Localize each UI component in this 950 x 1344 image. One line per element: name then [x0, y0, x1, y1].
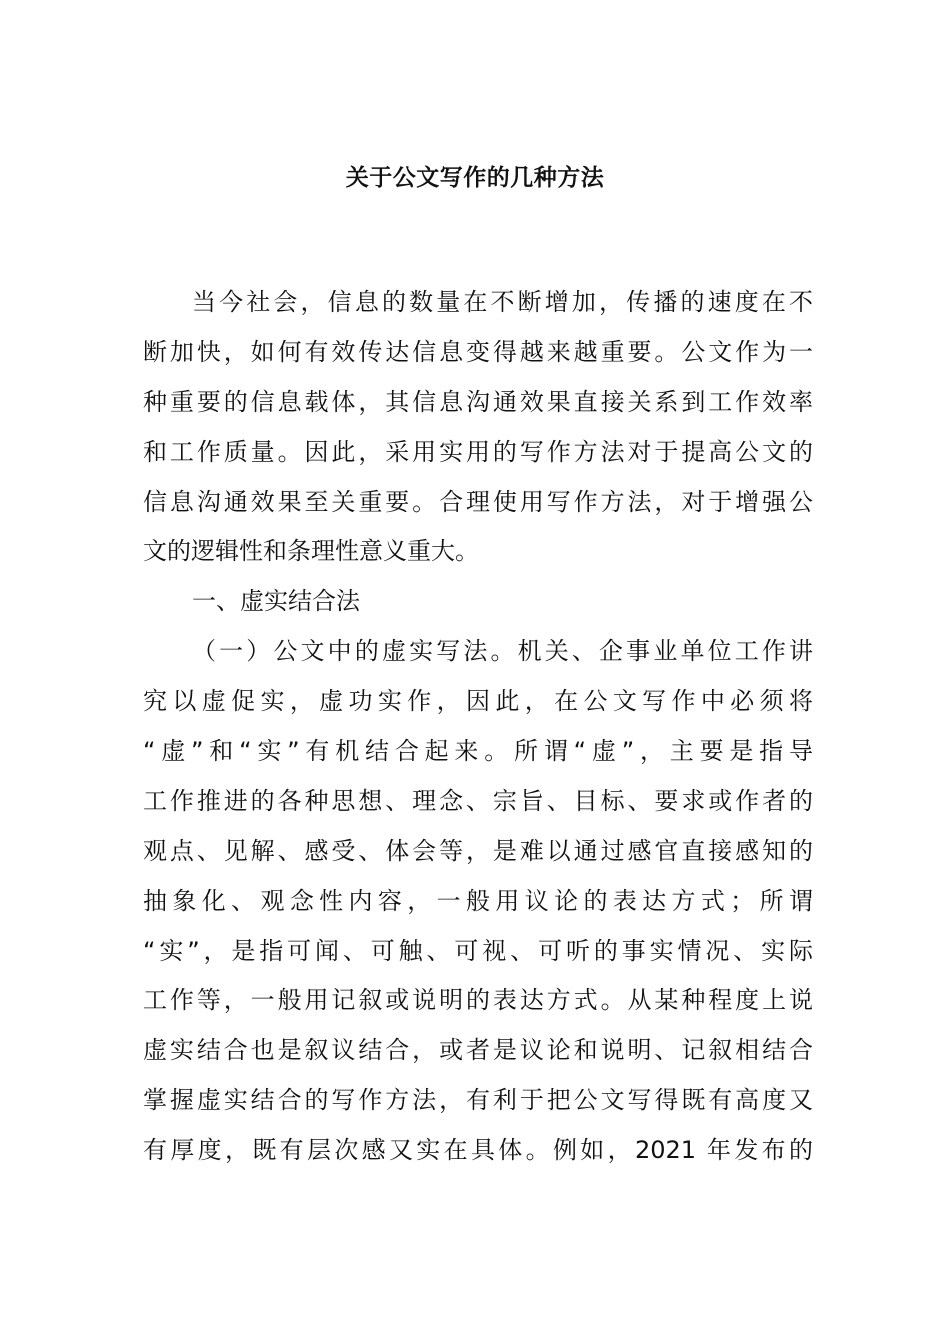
paragraph-line: 虚实结合也是叙议结合，或者是议论和说明、记叙相结合 [143, 1036, 813, 1065]
paragraph-line: （一）公文中的虚实写法。机关、企事业单位工作讲 [192, 637, 813, 666]
document-title: 关于公文写作的几种方法 [345, 165, 605, 191]
paragraph-line: 掌握虚实结合的写作方法，有利于把公文写得既有高度又 [143, 1086, 813, 1115]
paragraph-line: “实”，是指可闻、可触、可视、可听的事实情况、实际 [143, 936, 813, 965]
paragraph-line: 信息沟通效果至关重要。合理使用写作方法，对于增强公 [143, 487, 813, 516]
paragraph-line: 观点、见解、感受、体会等，是难以通过感官直接感知的 [143, 836, 813, 865]
document-body [143, 282, 813, 1180]
paragraph-line: 和工作质量。因此，采用实用的写作方法对于提高公文的 [143, 437, 813, 466]
paragraph-line: 工作等，一般用记叙或说明的表达方式。从某种程度上说 [143, 986, 813, 1015]
paragraph-line: 工作推进的各种思想、理念、宗旨、目标、要求或作者的 [143, 786, 813, 815]
paragraph-line: 文的逻辑性和条理性意义重大。 [143, 537, 479, 566]
paragraph-line: 抽象化、观念性内容，一般用议论的表达方式；所谓 [143, 886, 813, 915]
paragraph-line: 究以虚促实，虚功实作，因此，在公文写作中必须将 [143, 687, 813, 716]
paragraph-line: “虚”和“实”有机结合起来。所谓“虚”，主要是指导 [143, 737, 813, 766]
paragraph-line: 有厚度，既有层次感又实在具体。例如，2021 年发布的 [143, 1136, 813, 1165]
section-heading: 一、虚实结合法 [192, 587, 360, 616]
paragraph-line: 种重要的信息载体，其信息沟通效果直接关系到工作效率 [143, 387, 813, 416]
paragraph-line: 断加快，如何有效传达信息变得越来越重要。公文作为一 [143, 337, 813, 366]
paragraph-line: 当今社会，信息的数量在不断增加，传播的速度在不 [192, 288, 813, 316]
